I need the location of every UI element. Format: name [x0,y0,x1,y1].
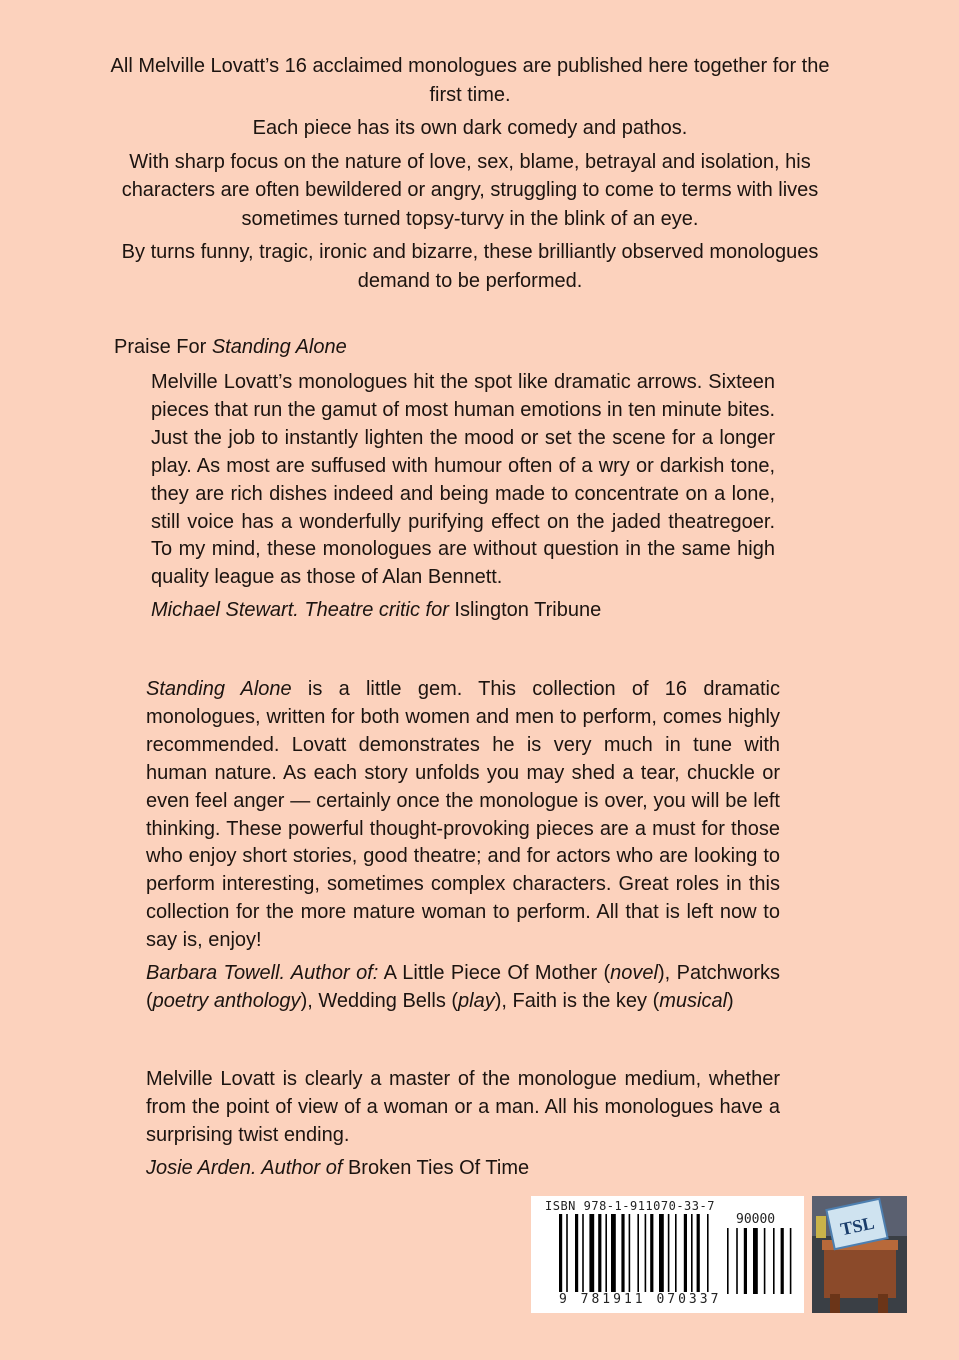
barcode-bar [621,1214,624,1294]
barcode-bar [691,1214,693,1294]
barcode-bar [684,1214,687,1294]
barcode-bar [611,1214,616,1294]
review-josie-arden [146,1066,780,1188]
price-code: 90000 [736,1212,776,1227]
book-name: Broken Ties Of Time [342,1156,530,1179]
barcode-bar [582,1214,584,1294]
barcode-bar [659,1214,664,1294]
review-attribution [146,1155,780,1183]
barcode-bar [781,1228,784,1294]
blurb-paragraph: Each piece has its own dark comedy and pathos. [252,117,688,139]
barcode-bar [773,1228,775,1294]
reviewer-name: Barbara Towell. Author of: [146,962,379,985]
praise-heading-title: Standing Alone [211,336,347,358]
review-body: is a little gem. This collection of 16 dramatic monologues, written for both women and men to perform, comes highly recommended. Lovatt demonstrates he is very much in tune with human nature. As each story unfolds you may shed a tear, chuckle or even feel anger — certainly once the monologue is over, you will be left thinking. These powerful thought-provoking pieces are a must for those who enjoy short stories, good theatre; and for actors who are looking to perform interesting, sometimes complex characters. Great roles in this collection for the more mature woman to perform. All that is left now to say is, enjoy! [146,678,781,952]
barcode-bar [697,1214,700,1294]
review-attribution: Barbara Towell. Author of: A Little Piece Of Mother (novel), Patchworks (poetry anthology), Wedding Bells (play), Faith is the key (musical) [146,962,780,1012]
review-michael-stewart [151,369,775,630]
barcode-bar [790,1228,792,1294]
publisher-logo-photo [812,1196,907,1313]
barcode-bar [605,1214,607,1294]
reviewer-name: Josie Arden. Author of [146,1156,343,1179]
blurb-paragraph: All Melville Lovatt’s 16 acclaimed monologues are published here together for the first time. [110,55,830,106]
review-barbara-towell [146,676,780,1021]
barcode-bar [736,1228,738,1294]
barcode-bar [559,1214,562,1294]
barcode-bar [598,1214,601,1294]
barcode-bar [744,1228,747,1294]
barcode-bar [637,1214,639,1294]
back-cover-blurb [110,52,830,300]
barcode-bar [629,1214,631,1294]
barcode-bar [575,1214,578,1294]
publication-name: Islington Tribune [448,599,602,622]
barcode-bar [675,1214,677,1294]
isbn-label: ISBN 978-1-911070-33-7 [545,1199,715,1213]
book-title: Standing Alone [146,678,292,700]
barcode-bar [650,1214,653,1294]
barcode-digits: 9 781911 070337 [559,1292,722,1307]
review-attribution [151,597,775,625]
blurb-paragraph: With sharp focus on the nature of love, sex, blame, betrayal and isolation, his characters are often bewildered or angry, struggling to come to terms with lives sometimes turned topsy-turvy in the blink of an eye. [121,150,819,230]
review-text: Melville Lovatt is clearly a master of the monologue medium, whether from the point of view of a woman or a man. All his monologues have a surprising twist ending. [146,1068,780,1146]
reviewer-name: Michael Stewart. Theatre critic for [151,599,449,622]
barcode-bar [764,1228,766,1294]
review-text [146,676,780,955]
publisher-initials: TSL [838,1212,877,1240]
barcode-bar [589,1214,594,1294]
barcode-bar [645,1214,647,1294]
barcode-bar [727,1228,729,1294]
barcode-bar [753,1228,758,1294]
review-text: Melville Lovatt’s monologues hit the spot like dramatic arrows. Sixteen pieces that run the gamut of most human emotions in ten minute bites. Just the job to instantly lighten the mood or set the scene for a longer play. As most are suffused with humour often of a wry or darkish tone, they are rich dishes indeed and being made to concentrate on a lone, still voice has a wonderfully purifying effect on the jaded theatregoer. To my mind, these monologues are without question in the same high quality league as those of Alan Bennett. [151,371,775,589]
isbn-barcode [531,1196,804,1313]
praise-heading-prefix: Praise For [114,336,212,358]
barcode-bar [668,1214,670,1294]
praise-heading [114,333,347,361]
publisher-logo-image [812,1196,907,1313]
barcode-bar [707,1214,709,1294]
barcode-bar [566,1214,568,1294]
blurb-paragraph: By turns funny, tragic, ironic and bizarre, these brilliantly observed monologues demand to be performed. [121,241,819,292]
